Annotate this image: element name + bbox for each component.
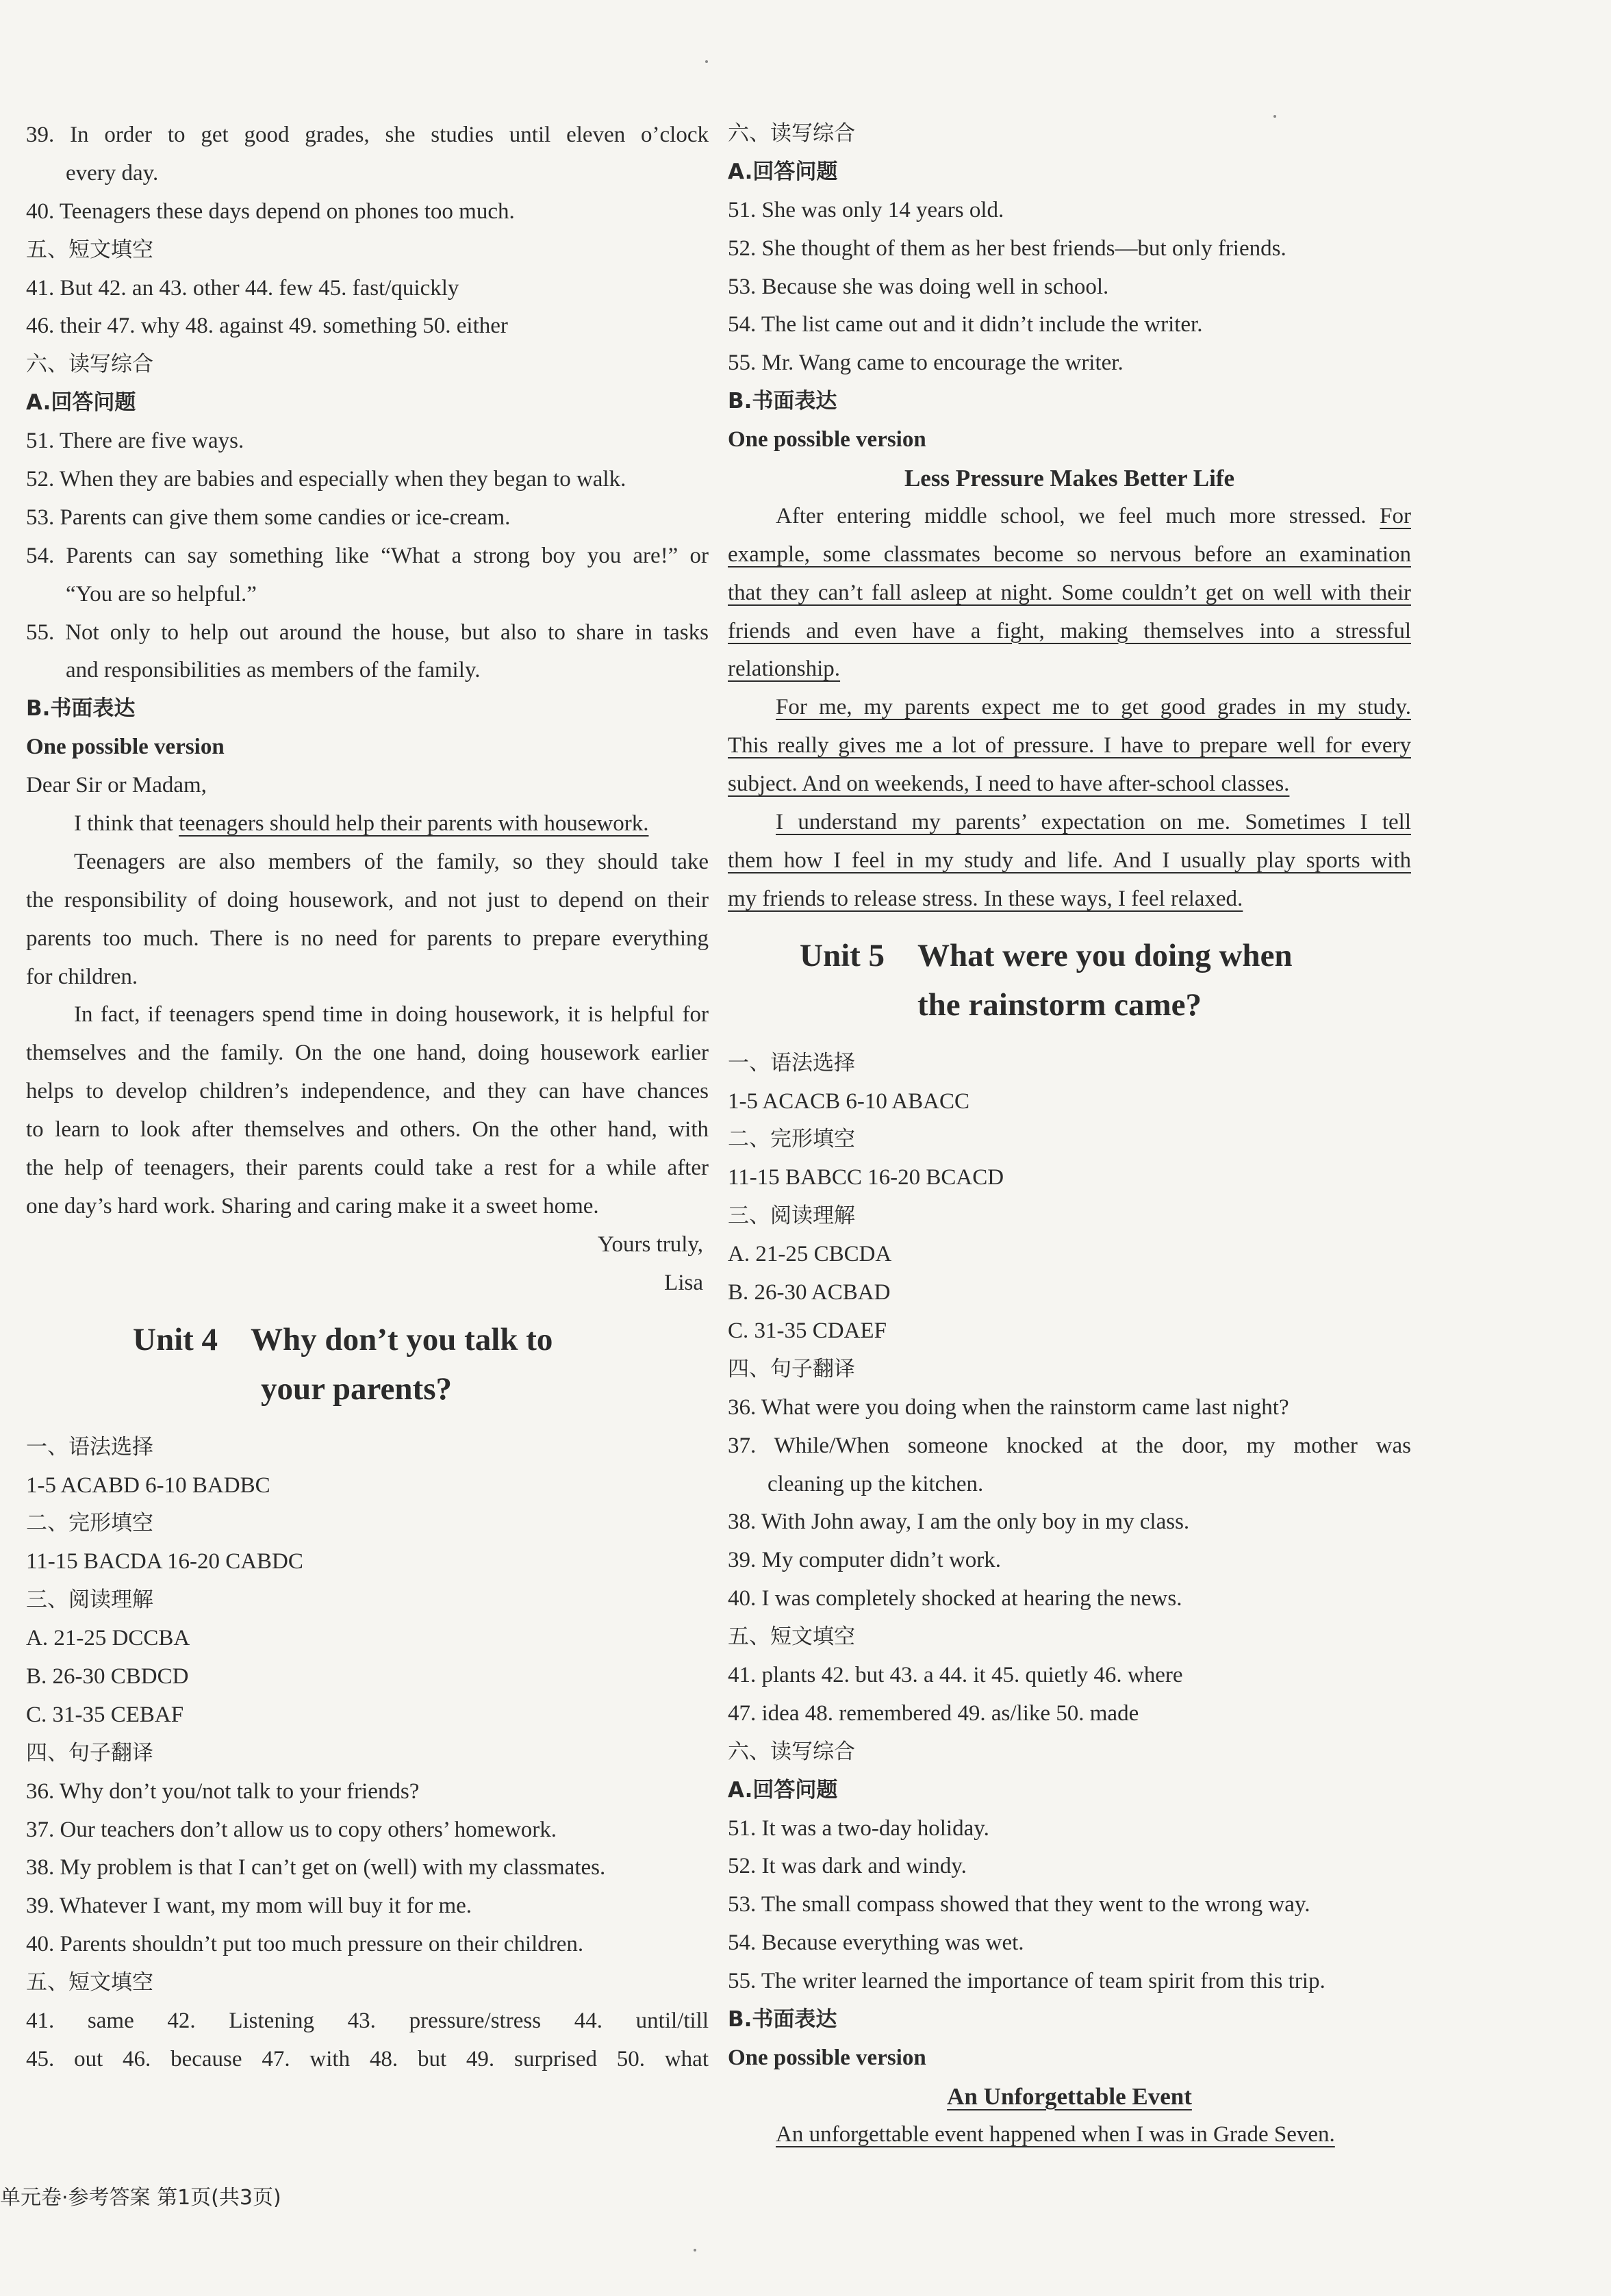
- unit4-heading: [26, 1315, 709, 1414]
- unit4-answer-line: 一、语法选择: [26, 1434, 153, 1459]
- answer-line: 54. The list came out and it didn’t include the writer.: [728, 312, 1203, 337]
- essay-line: subject. And on weekends, I need to have after-school classes.: [728, 771, 1290, 797]
- unit5-answer-line: 二、完形填空: [728, 1127, 855, 1152]
- unit5-answer-line: 51. It was a two-day holiday.: [728, 1815, 989, 1841]
- unit4-answer-line: 40. Parents shouldn’t put too much pressure on their children.: [26, 1932, 584, 1957]
- letter-line: Teenagers are also members of the family, so they should take: [74, 849, 709, 874]
- answer-line: Dear Sir or Madam,: [26, 773, 207, 798]
- unit5-answer-line: 39. My computer didn’t work.: [728, 1548, 1002, 1573]
- unit5-answer-line: 53. The small compass showed that they went to the wrong way.: [728, 1892, 1310, 1917]
- unit5-answer-line: 54. Because everything was wet.: [728, 1930, 1024, 1956]
- right-column: [728, 115, 1411, 2154]
- essay-title: Less Pressure Makes Better Life: [904, 465, 1235, 492]
- letter-first-line: I think that teenagers should help their parents with housework.: [74, 811, 649, 837]
- unit5-answer-line: C. 31-35 CDAEF: [728, 1318, 887, 1343]
- unit4-answer-line: 41. same 42. Listening 43. pressure/stress 44. until/till: [26, 2008, 709, 2033]
- left-column: [26, 116, 709, 2079]
- unit4-answer-line: 1-5 ACABD 6-10 BADBC: [26, 1472, 270, 1498]
- letter-line: themselves and the family. On the one hand, doing housework earlier: [26, 1041, 709, 1066]
- answer-line: 46. their 47. why 48. against 49. something 50. either: [26, 314, 508, 339]
- unit5-heading: [728, 931, 1411, 1030]
- essay-body: [728, 536, 1411, 919]
- essay-line: relationship.: [728, 656, 841, 682]
- answer-line: 40. Teenagers these days depend on phones too much.: [26, 199, 515, 224]
- unit5-answer-line: A.回答问题: [728, 1777, 838, 1802]
- essay-line: example, some classmates become so nervous before an examination: [728, 541, 1411, 567]
- left-answers-top: [26, 116, 709, 805]
- answer-line: 55. Mr. Wang came to encourage the writer.: [728, 350, 1124, 376]
- unit4-title-line2: your parents?: [261, 1370, 452, 1407]
- answer-line: A.回答问题: [26, 390, 136, 416]
- answer-line: “You are so helpful.”: [66, 581, 257, 607]
- unit4-answer-line: 45. out 46. because 47. with 48. but 49. surprised 50. what: [26, 2046, 709, 2071]
- letter-line: to learn to look after themselves and others. On the other hand, with: [26, 1117, 709, 1143]
- letter-line: helps to develop children’s independence, and they can have chances: [26, 1079, 709, 1104]
- essay2-first-line: An unforgettable event happened when I was in Grade Seven.: [776, 2121, 1335, 2147]
- unit5-answer-line: 41. plants 42. but 43. a 44. it 45. quietly 46. where: [728, 1662, 1183, 1687]
- unit5-answer-line: 三、阅读理解: [728, 1203, 855, 1229]
- unit5-answer-line: 四、句子翻译: [728, 1356, 855, 1381]
- scan-mark: [694, 2249, 696, 2252]
- essay-line: them how I feel in my study and life. And I usually play sports with: [728, 847, 1411, 873]
- letter-body: [26, 843, 709, 1226]
- unit5-title-line1: What were you doing when: [917, 937, 1293, 973]
- unit4-answer-line: C. 31-35 CEBAF: [26, 1702, 184, 1727]
- unit4-label: Unit 4: [133, 1321, 218, 1357]
- unit4-answer-line: 三、阅读理解: [26, 1587, 153, 1613]
- essay-line: that they can’t fall asleep at night. Some couldn’t get on well with their: [728, 580, 1411, 605]
- unit4-answer-line: 38. My problem is that I can’t get on (well) with my classmates.: [26, 1855, 606, 1880]
- essay-line: I understand my parents’ expectation on me. Sometimes I tell: [776, 810, 1411, 835]
- unit5-answer-line: B. 26-30 ACBAD: [728, 1280, 891, 1305]
- letter-line: In fact, if teenagers spend time in doing housework, it is helpful for: [74, 1002, 709, 1028]
- letter-line: one day’s hard work. Sharing and caring make it a sweet home.: [26, 1193, 599, 1219]
- answer-line: 53. Because she was doing well in school.: [728, 274, 1109, 299]
- answer-line: every day.: [66, 160, 159, 186]
- answer-line: 六、读写综合: [728, 121, 855, 146]
- unit5-answer-line: B.书面表达: [728, 2006, 837, 2032]
- unit4-answer-line: 37. Our teachers don’t allow us to copy others’ homework.: [26, 1817, 557, 1842]
- unit5-title-line2: the rainstorm came?: [917, 986, 1202, 1023]
- answer-line: 41. But 42. an 43. other 44. few 45. fast/quickly: [26, 275, 459, 301]
- answer-line: A.回答问题: [728, 159, 838, 184]
- unit5-answer-line: One possible version: [728, 2045, 926, 2070]
- essay2-title: An Unforgettable Event: [947, 2082, 1192, 2110]
- unit4-answer-line: 39. Whatever I want, my mom will buy it for me.: [26, 1893, 472, 1919]
- unit5-answer-line: 六、读写综合: [728, 1739, 855, 1764]
- answer-line: 51. She was only 14 years old.: [728, 197, 1004, 222]
- unit4-answer-line: A. 21-25 DCCBA: [26, 1626, 190, 1651]
- unit4-answer-line: 36. Why don’t you/not talk to your friends?: [26, 1778, 420, 1804]
- unit5-answer-line: 52. It was dark and windy.: [728, 1854, 967, 1879]
- answer-line: One possible version: [728, 427, 926, 452]
- unit4-answer-line: 11-15 BACDA 16-20 CABDC: [26, 1549, 303, 1574]
- unit4-answer-line: 二、完形填空: [26, 1511, 153, 1536]
- letter-topic-sentence: teenagers should help their parents with housework.: [179, 811, 649, 837]
- unit5-answers: [728, 1045, 1411, 2078]
- unit4-answer-line: 五、短文填空: [26, 1970, 153, 1995]
- unit5-answer-line: 11-15 BABCC 16-20 BCACD: [728, 1165, 1004, 1190]
- letter-line: parents too much. There is no need for parents to prepare everything: [26, 926, 709, 951]
- unit4-answer-line: 四、句子翻译: [26, 1740, 153, 1765]
- answer-line: 55. Not only to help out around the house, but also to share in tasks: [26, 620, 709, 645]
- unit5-answer-line: 五、短文填空: [728, 1624, 855, 1650]
- essay-line: friends and even have a fight, making themselves into a stressful: [728, 618, 1411, 643]
- unit5-answer-line: A. 21-25 CBCDA: [728, 1242, 892, 1267]
- unit5-answer-line: 1-5 ACACB 6-10 ABACC: [728, 1088, 969, 1114]
- answer-line: and responsibilities as members of the family.: [66, 658, 481, 683]
- unit4-answers: [26, 1429, 709, 2079]
- answer-line: 52. When they are babies and especially when they began to walk.: [26, 467, 626, 492]
- letter-closing: Yours truly,: [597, 1232, 703, 1257]
- unit5-answer-line: 40. I was completely shocked at hearing the news.: [728, 1586, 1182, 1611]
- unit4-answer-line: B. 26-30 CBDCD: [26, 1663, 189, 1689]
- essay-line: This really gives me a lot of pressure. I have to prepare well for every: [728, 733, 1411, 758]
- answer-line: 54. Parents can say something like “What a strong boy you are!” or: [26, 543, 709, 568]
- unit5-answer-line: cleaning up the kitchen.: [768, 1471, 984, 1496]
- answer-line: 39. In order to get good grades, she studies until eleven o’clock: [26, 123, 709, 147]
- unit5-answer-line: 一、语法选择: [728, 1050, 855, 1075]
- answer-line: B.书面表达: [728, 389, 837, 414]
- answer-line: One possible version: [26, 735, 225, 760]
- answer-line: 六、读写综合: [26, 352, 153, 377]
- essay-first-line: After entering middle school, we feel much more stressed. For: [776, 503, 1411, 528]
- right-answers-top: [728, 115, 1411, 459]
- unit5-label: Unit 5: [800, 937, 885, 973]
- essay-line: my friends to release stress. In these ways, I feel relaxed.: [728, 886, 1243, 911]
- answer-line: 52. She thought of them as her best friends—but only friends.: [728, 235, 1286, 261]
- page-footer: 单元卷·参考答案 第1页(共3页): [0, 2186, 281, 2210]
- letter-signature: Lisa: [664, 1270, 703, 1295]
- unit5-answer-line: 37. While/When someone knocked at the door, my mother was: [728, 1433, 1411, 1458]
- answer-line: 51. There are five ways.: [26, 429, 244, 454]
- unit4-title-line1: Why don’t you talk to: [251, 1321, 553, 1357]
- answer-line: B.书面表达: [26, 696, 136, 722]
- letter-line: for children.: [26, 964, 138, 989]
- unit5-answer-line: 55. The writer learned the importance of team spirit from this trip.: [728, 1969, 1325, 1994]
- scan-mark: [1273, 115, 1276, 118]
- scan-mark: [705, 60, 708, 63]
- letter-line: the help of teenagers, their parents could take a rest for a while after: [26, 1156, 709, 1181]
- unit5-answer-line: 47. idea 48. remembered 49. as/like 50. made: [728, 1700, 1139, 1726]
- unit5-answer-line: 36. What were you doing when the rainstorm came last night?: [728, 1394, 1289, 1420]
- answer-line: 五、短文填空: [26, 237, 153, 262]
- unit5-answer-line: 38. With John away, I am the only boy in my class.: [728, 1509, 1190, 1535]
- answer-line: 53. Parents can give them some candies or ice-cream.: [26, 505, 511, 530]
- letter-line: the responsibility of doing housework, and not just to depend on their: [26, 887, 709, 913]
- essay-line: For me, my parents expect me to get good grades in my study.: [776, 695, 1411, 720]
